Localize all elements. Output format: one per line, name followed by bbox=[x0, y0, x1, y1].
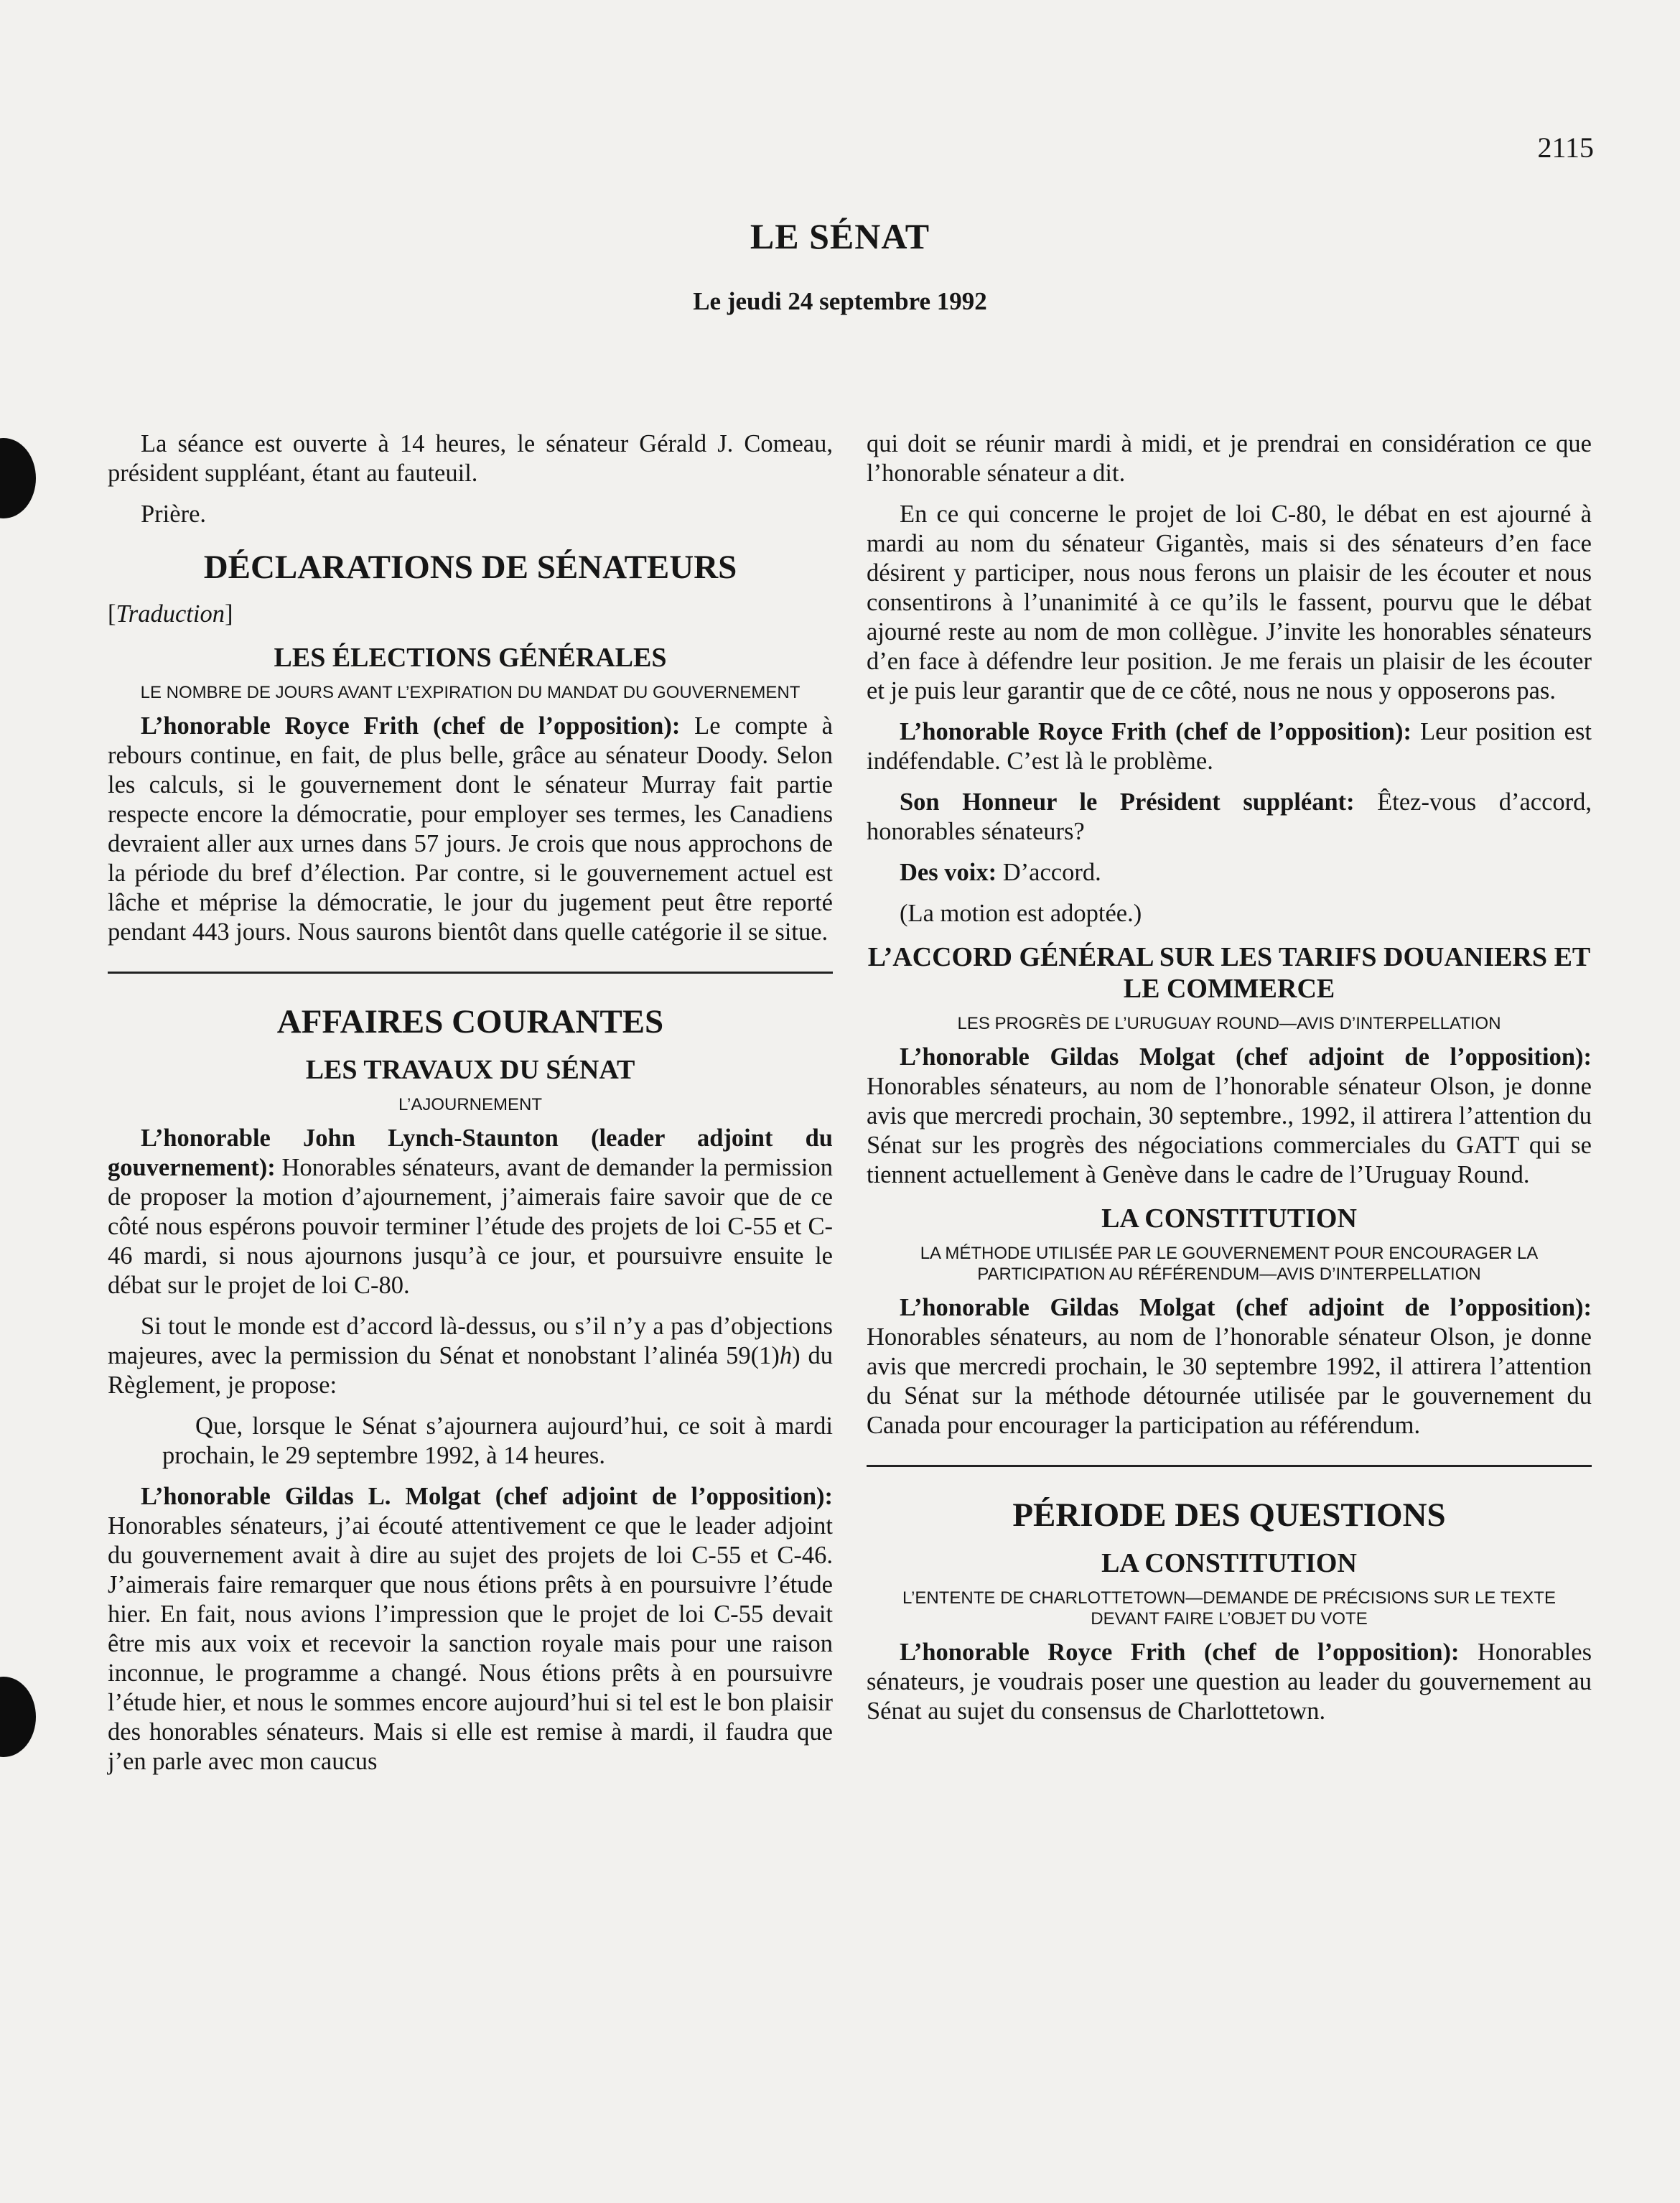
frith-reply bbox=[867, 717, 1592, 776]
ajournement-heading: L’AJOURNEMENT bbox=[398, 1095, 543, 1114]
gatt-subheading: LES PROGRÈS DE L’URUGUAY ROUND—AVIS D’INTERPELLATION bbox=[957, 1014, 1501, 1033]
speaker-name: L’honorable Gildas Molgat (chef adjoint de l’opposition): bbox=[900, 1043, 1592, 1071]
speaker-name: L’honorable Royce Frith (chef de l’opposition): bbox=[900, 1639, 1460, 1666]
page-title: LE SÉNAT bbox=[750, 216, 930, 256]
molgat-statement bbox=[108, 1482, 833, 1776]
gatt-heading: L’ACCORD GÉNÉRAL SUR LES TARIFS DOUANIERS ET LE COMMERCE bbox=[867, 942, 1591, 1004]
speech-text: Honorables sénateurs, au nom de l’honorable sénateur Olson, je donne avis que mercredi prochain, le 30 septembre 1992, il attirera l’attention du Sénat sur la méthode détournée utilisée par le gouvernement du Canada pour encourager la participation au référendum. bbox=[867, 1323, 1592, 1439]
molgat-referendum-notice bbox=[867, 1293, 1592, 1440]
affaires-heading: AFFAIRES COURANTES bbox=[276, 1003, 664, 1040]
sitting-date: Le jeudi 24 septembre 1992 bbox=[693, 287, 987, 315]
si-tout-paragraph: Si tout le monde est d’accord là-dessus, ou s’il n’y a pas d’objections majeures, avec la permission du Sénat et nonobstant l’alinéa 59(1)h) du Règlement, je propose: bbox=[108, 1313, 833, 1399]
frith-statement bbox=[108, 712, 833, 947]
constitution2-heading: LA CONSTITUTION bbox=[1101, 1548, 1357, 1578]
opening-paragraph: La séance est ouverte à 14 heures, le sénateur Gérald J. Comeau, président suppléant, étant au fauteuil. bbox=[108, 430, 833, 487]
motion-adopted: (La motion est adoptée.) bbox=[900, 900, 1142, 927]
elections-subheading: LE NOMBRE DE JOURS AVANT L’EXPIRATION DU MANDAT DU GOUVERNEMENT bbox=[140, 683, 801, 702]
speech-text: Êtez-vous d’accord, honorables sénateurs? bbox=[867, 788, 1592, 845]
elections-heading: LES ÉLECTIONS GÉNÉRALES bbox=[274, 643, 667, 673]
speaker-name: L’honorable Gildas Molgat (chef adjoint de l’opposition): bbox=[900, 1294, 1592, 1321]
voix-reply bbox=[867, 858, 1592, 888]
lynch-statement bbox=[108, 1124, 833, 1300]
c80-paragraph: En ce qui concerne le projet de loi C-80, le débat en est ajourné à mardi au nom du sénateur Gigantès, mais si des sénateurs d’en face désirent y participer, nous nous ferons un plaisir de les écouter et nous consentirons à l’unanimité à ce qu’ils le fassent, pourvu que le débat ajourné reste au nom de mon collègue. J’invite les honorables sénateurs d’en face à défendre leur position. Je me ferais un plaisir de les écouter et je puis leur garantir que de ce côté, nous ne nous y opposerons pas. bbox=[867, 500, 1592, 704]
speaker-name: L’honorable Royce Frith (chef de l’opposition): bbox=[141, 712, 681, 740]
speaker-name: L’honorable Gildas L. Molgat (chef adjoint de l’opposition): bbox=[141, 1483, 833, 1510]
constitution-heading: LA CONSTITUTION bbox=[1101, 1203, 1357, 1234]
speech-text: Honorables sénateurs, j’ai écouté attentivement ce que le leader adjoint du gouvernement avait à dire au sujet des projets de loi C-55 et C-46. J’aimerais faire remarquer que nous étions prêts à en poursuivre l’étude hier. En fait, nous avions l’impression que le projet de loi C-55 devait être mis aux voix et recevoir la sanction royale mais pour une raison inconnue, le programme a changé. Nous étions prêts à en poursuivre l’étude hier, et nous le sommes encore aujourd’hui si tel est le bon plaisir des honorables sénateurs. Mais si elle est remise à mardi, il faudra que j’en parle avec mon caucus bbox=[108, 1512, 833, 1775]
speaker-name: Des voix: bbox=[900, 859, 997, 886]
constitution-subheading: LA MÉTHODE UTILISÉE PAR LE GOUVERNEMENT POUR ENCOURAGER LA PARTICIPATION AU RÉFÉRENDUM—AVIS D’INTERPELLATION bbox=[920, 1244, 1539, 1284]
page-number: 2115 bbox=[1537, 131, 1594, 164]
speaker-name: L’honorable Royce Frith (chef de l’opposition): bbox=[900, 718, 1411, 745]
priere-paragraph: Prière. bbox=[141, 500, 207, 528]
traduction-label: Traduction bbox=[116, 600, 225, 628]
speech-text: Le compte à rebours continue, en fait, de plus belle, grâce au sénateur Doody. Selon les calculs, si le gouvernement dont le sénateur Murray fait partie respecte encore la démocratie, pour employer ses termes, les Canadiens devraient aller aux urnes dans 57 jours. Je crois que nous approchons de la période du bref d’élection. Par contre, si le gouvernement actuel est lâche et méprise la démocratie, le jour du jugement peut être reporté pendant 443 jours. Nous saurons bientôt dans quelle catégorie il se situe. bbox=[108, 712, 833, 946]
charlottetown-subheading: L’ENTENTE DE CHARLOTTETOWN—DEMANDE DE PRÉCISIONS SUR LE TEXTE DEVANT FAIRE L’OBJET DU VOTE bbox=[902, 1588, 1556, 1629]
section-divider bbox=[108, 972, 833, 974]
speech-text: Honorables sénateurs, je voudrais poser une question au leader du gouvernement au Sénat au sujet du consensus de Charlottetown. bbox=[867, 1639, 1592, 1725]
periode-heading: PÉRIODE DES QUESTIONS bbox=[1012, 1496, 1446, 1534]
right-column bbox=[867, 429, 1592, 1738]
traduction-note: [Traduction] bbox=[108, 600, 233, 628]
continuation-paragraph: qui doit se réunir mardi à midi, et je prendrai en considération ce que l’honorable sénateur a dit. bbox=[867, 430, 1592, 487]
speech-text: Leur position est indéfendable. C’est là le problème. bbox=[867, 718, 1592, 775]
section-divider bbox=[867, 1465, 1592, 1467]
frith-question bbox=[867, 1638, 1592, 1726]
punch-hole-bottom bbox=[0, 1677, 36, 1757]
speaker-name: Son Honneur le Président suppléant: bbox=[900, 788, 1355, 816]
punch-hole-top bbox=[0, 438, 36, 518]
left-column bbox=[108, 429, 833, 1788]
travaux-heading: LES TRAVAUX DU SÉNAT bbox=[305, 1055, 635, 1085]
motion-text: Que, lorsque le Sénat s’ajournera aujourd’hui, ce soit à mardi prochain, le 29 septembre 1992, à 14 heures. bbox=[162, 1412, 833, 1469]
molgat-gatt-notice bbox=[867, 1043, 1592, 1190]
speech-text: D’accord. bbox=[1002, 859, 1101, 886]
speaker-name: L’honorable John Lynch-Staunton (leader adjoint du gouvernement): bbox=[108, 1124, 833, 1181]
president-question bbox=[867, 788, 1592, 847]
speech-text: Honorables sénateurs, avant de demander la permission de proposer la motion d’ajournement, j’aimerais faire savoir que de ce côté nous espérons pouvoir terminer l’étude des projets de loi C-55 et C-46 mardi, si nous ajournons jusqu’à ce jour, et poursuivre ensuite le débat sur le projet de loi C-80. bbox=[108, 1154, 833, 1299]
declarations-heading: DÉCLARATIONS DE SÉNATEURS bbox=[203, 549, 737, 586]
speech-text: Honorables sénateurs, au nom de l’honorable sénateur Olson, je donne avis que mercredi prochain, 30 septembre., 1992, il attirera l’attention du Sénat sur les progrès des négociations commerciales du GATT qui se tiennent actuellement à Genève dans le cadre de l’Uruguay Round. bbox=[867, 1073, 1592, 1188]
